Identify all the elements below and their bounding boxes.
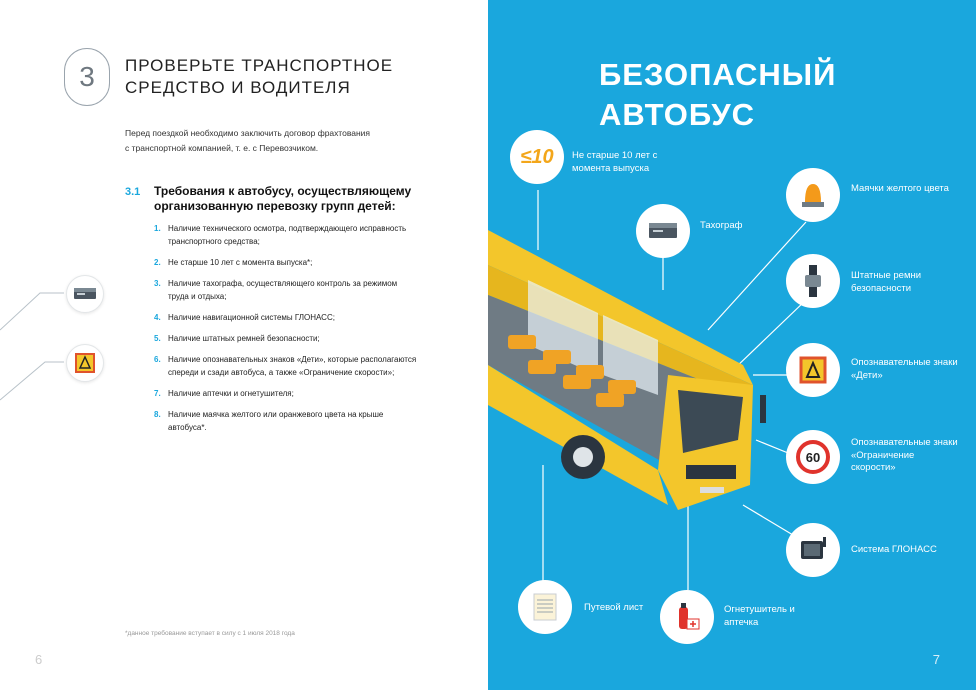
speed-sign-label: Опознавательные знаки «Ограничение скорости» (851, 437, 958, 473)
list-item: 1. Наличие технического осмотра, подтверждающего исправность транспортного средства; (154, 224, 407, 246)
page-number-right: 7 (932, 652, 940, 667)
extinguisher-label: Огнетушитель и аптечка (724, 604, 795, 628)
list-item: 8. Наличие маячка желтого или оранжевого цвета на крыше автобуса*. (154, 410, 384, 432)
waybill-icon (518, 580, 572, 634)
section-title: Требования к автобусу, осуществляющему организованную перевозку групп детей: (154, 184, 412, 213)
seatbelt-label: Штатные ремни безопасности (851, 270, 922, 294)
extinguisher-icon (660, 590, 714, 644)
list-item: 5. Наличие штатных ремней безопасности; (154, 334, 320, 343)
age-limit-icon (510, 130, 564, 184)
list-item: 7. Наличие аптечки и огнетушителя; (154, 389, 294, 398)
list-item: 3. Наличие тахографа, осуществляющего контроль за режимом труда и отдыха; (154, 279, 398, 301)
section-number: 3.1 (125, 186, 141, 198)
intro-line2: с транспортной компанией, т. е. с Перевозчиком. (125, 143, 319, 153)
step-title-line1: ПРОВЕРЬТЕ ТРАНСПОРТНОЕ (125, 56, 394, 75)
footnote: *данное требование вступает в силу с 1 июля 2018 года (125, 630, 295, 637)
beacon-icon (786, 168, 840, 222)
glonass-label: Система ГЛОНАСС (851, 544, 937, 555)
age-label: Не старше 10 лет с момента выпуска (572, 150, 658, 174)
waybill-label: Путевой лист (584, 602, 644, 613)
seatbelt-icon (786, 254, 840, 308)
children-sign-label: Опознавательные знаки «Дети» (851, 357, 958, 381)
speed-limit-icon (786, 430, 840, 484)
tachograph-label: Тахограф (700, 220, 743, 231)
tachograph-icon (66, 275, 104, 313)
intro-line1: Перед поездкой необходимо заключить договор фрахтования (125, 128, 371, 138)
poster-title-line2: АВТОБУС (599, 97, 756, 132)
poster-title-line1: БЕЗОПАСНЫЙ (599, 57, 837, 92)
children-sign-icon (66, 344, 104, 382)
step-title-line2: СРЕДСТВО И ВОДИТЕЛЯ (125, 78, 351, 97)
tachograph-icon (636, 204, 690, 258)
right-page (488, 0, 976, 690)
beacon-label: Маячки желтого цвета (851, 183, 949, 194)
children-sign-icon (786, 343, 840, 397)
speed-sign-text: 60 (805, 449, 821, 465)
page-number-left: 6 (35, 652, 43, 667)
bus-illustration (488, 225, 788, 515)
list-item: 6. Наличие опознавательных знаков «Дети», которые располагаются спереди и сзади автобуса, а также «Ограничение скорости»; (154, 355, 417, 377)
step-number-badge: 3 (64, 48, 110, 106)
glonass-icon (786, 523, 840, 577)
age-badge-text: ≤10 (520, 145, 554, 168)
list-item: 4. Наличие навигационной системы ГЛОНАСС; (154, 313, 335, 322)
list-item: 2. Не старше 10 лет с момента выпуска*; (154, 258, 313, 267)
